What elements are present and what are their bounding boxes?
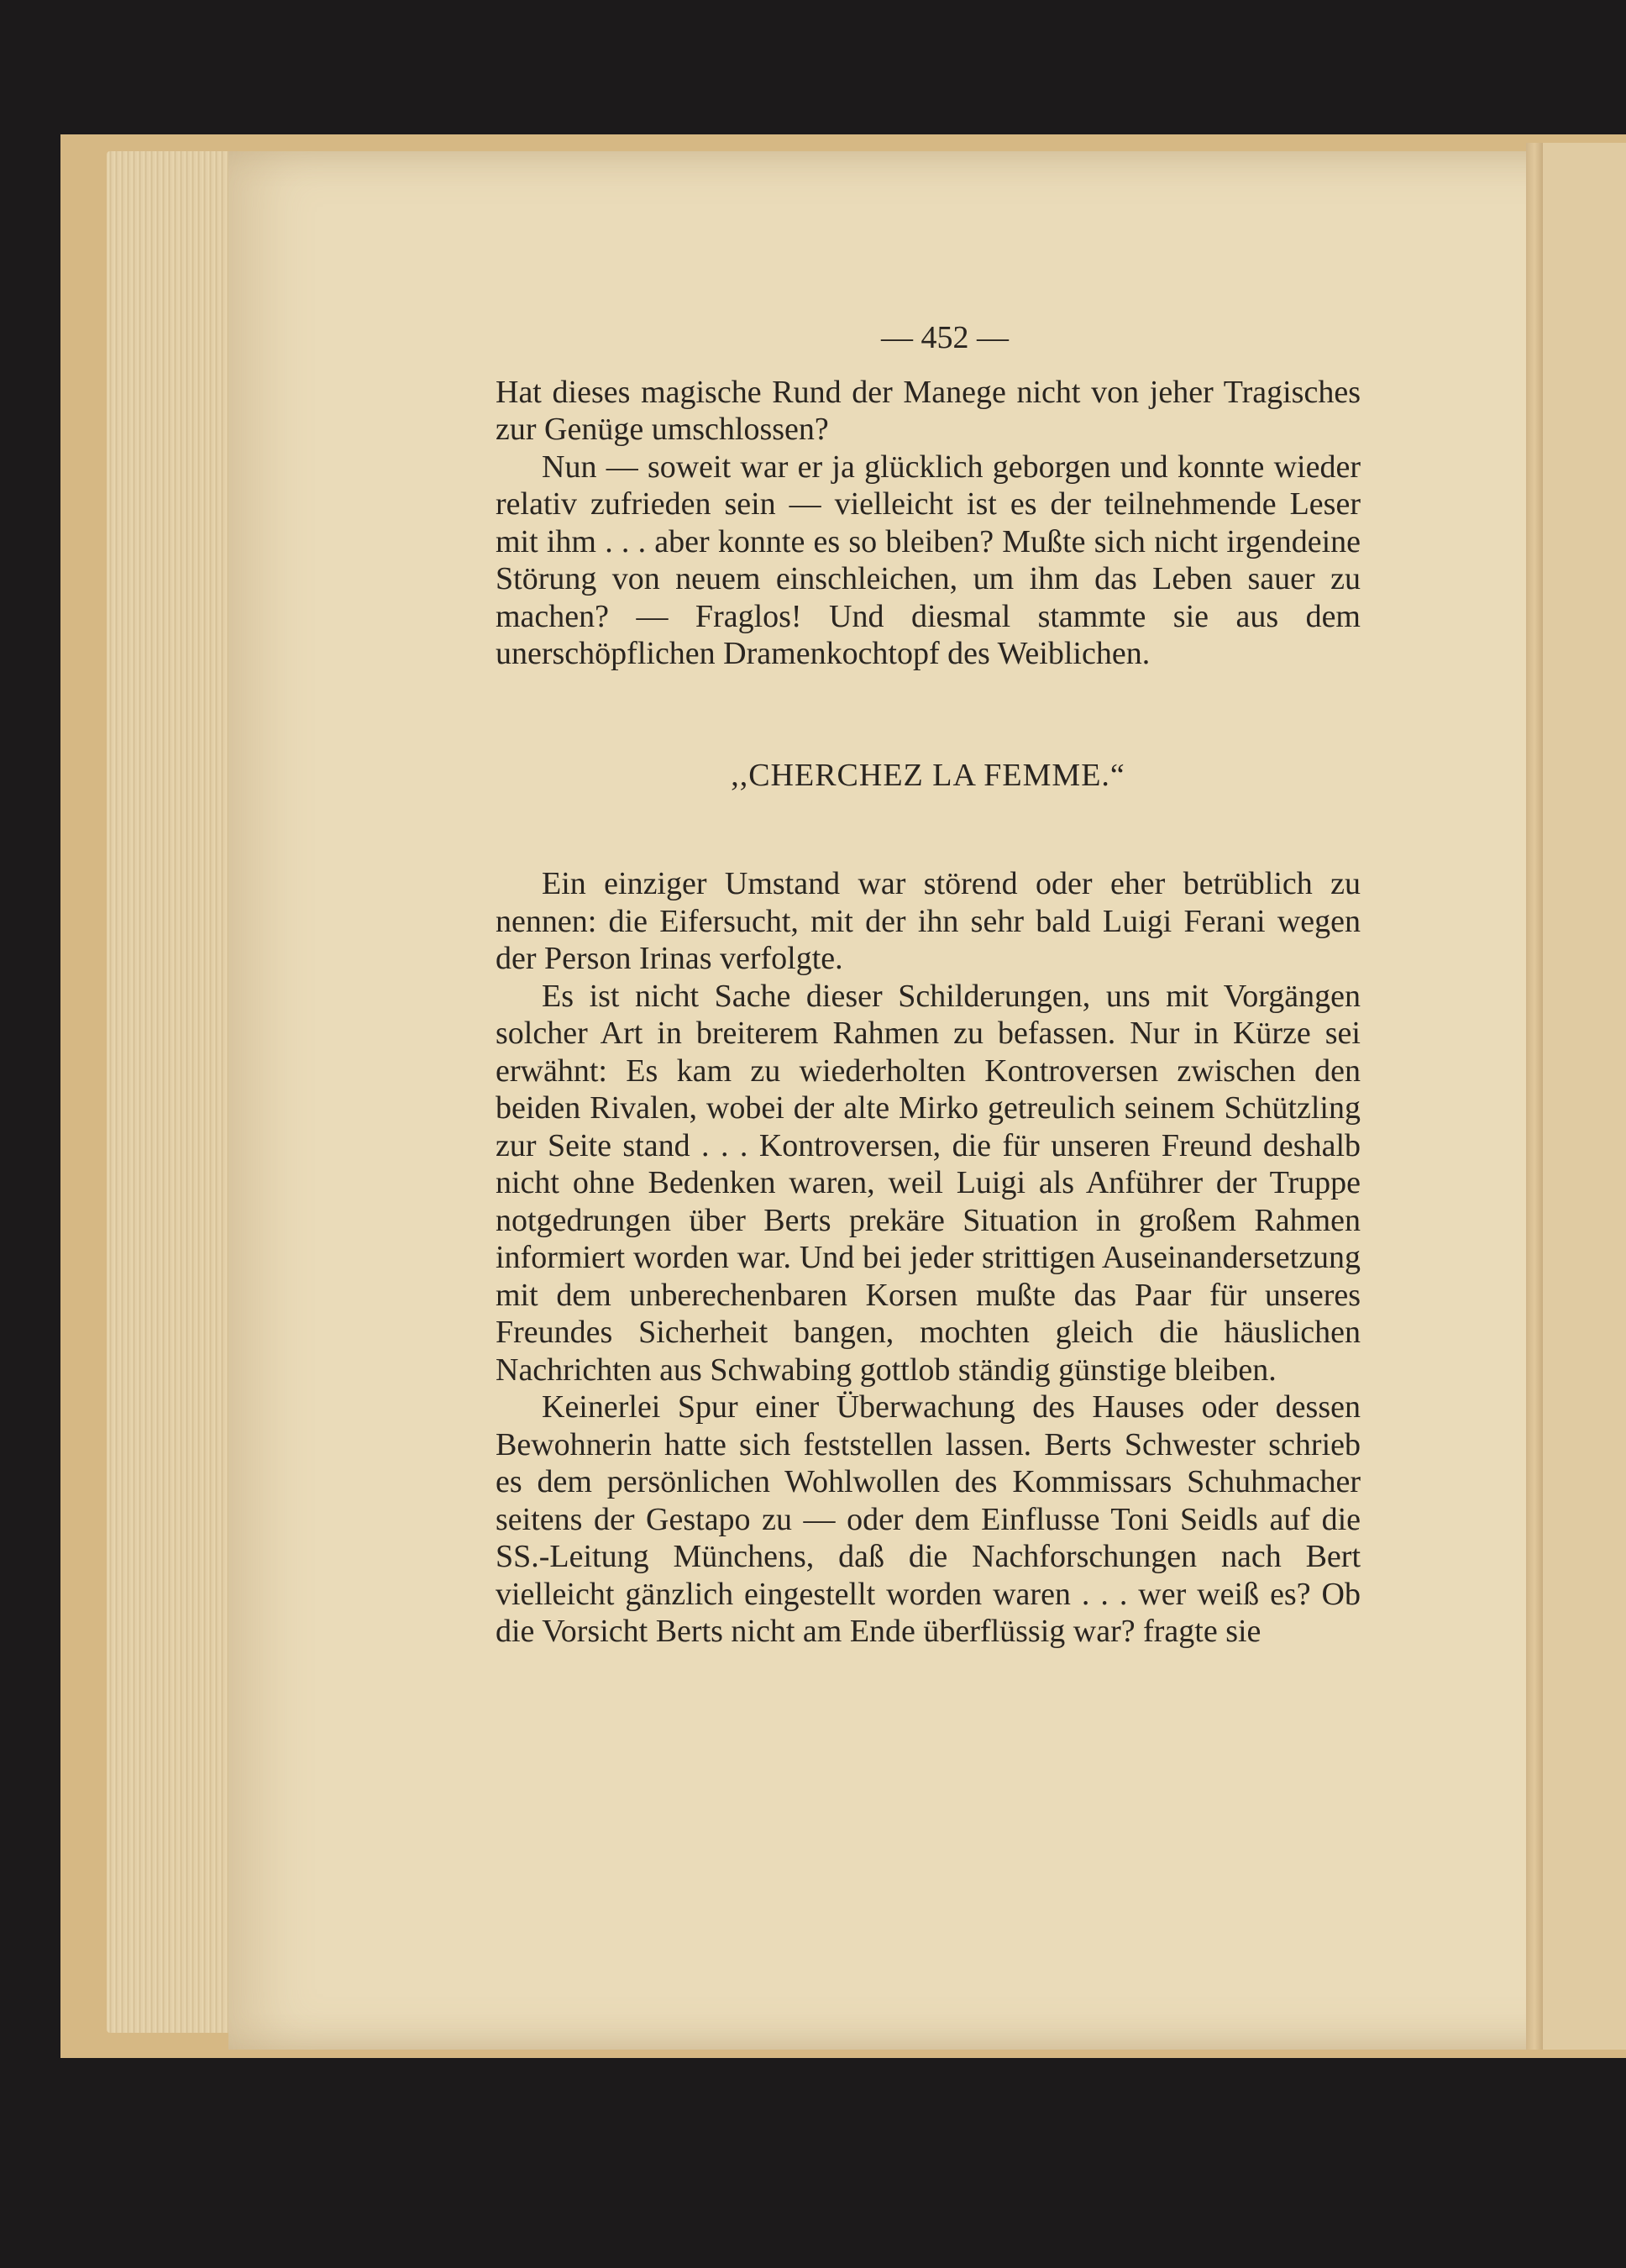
paragraph: Keinerlei Spur einer Überwachung des Hauses oder dessen Bewohnerin hatte sich feststellen lassen. Berts Schwester schrieb es dem persönlichen Wohlwollen des Kommissars Schuhmacher seitens der Gestapo zu — oder dem Einflusse Toni Seidls auf die SS.-Leitung Münchens, daß die Nachforschungen nach Bert vielleicht gänzlich eingestellt worden waren . . . wer weiß es? Ob die Vorsicht Berts nicht am Ende überflüssig war? fragte sie — [496, 1389, 1361, 1649]
paragraph: Hat dieses magische Rund der Manege nicht von jeher Tragisches zur Genüge umschlossen? — [496, 374, 1361, 447]
next-page-edge — [1543, 143, 1626, 2050]
page-text — [496, 319, 1361, 1651]
paragraph: Nun — soweit war er ja glücklich geborgen und konnte wieder relativ zufrieden sein — vielleicht ist es der teilnehmende Leser mit ihm . . . aber konnte es so bleiben? Mußte sich nicht irgendeine Störung von neuem einschleichen, um ihm das Leben sauer zu machen? — Fraglos! Und diesmal stammte sie aus dem unerschöpflichen Dramenkochtopf des Weiblichen. — [496, 449, 1361, 671]
section-heading: ,,CHERCHEZ LA FEMME.“ — [731, 757, 1125, 793]
paragraph: Ein einziger Umstand war störend oder eher betrüblich zu nennen: die Eifersucht, mit der ihn sehr bald Luigi Ferani wegen der Person Irinas verfolgte. — [496, 866, 1361, 976]
page-number: — 452 — — [881, 320, 1009, 355]
book-gutter — [1526, 143, 1543, 2050]
paragraph: Es ist nicht Sache dieser Schilderungen, uns mit Vorgängen solcher Art in breiterem Rahmen zu befassen. Nur in Kürze sei erwähnt: Es kam zu wiederholten Kontroversen zwischen den beiden Rivalen, wobei der alte Mirko getreulich seinem Schützling zur Seite stand . . . Kontroversen, die für unseren Freund deshalb nicht ohne Bedenken waren, weil Luigi als Anführer der Truppe notgedrungen über Berts prekäre Situation in großem Rahmen informiert worden war. Und bei jeder strittigen Auseinandersetzung mit dem unberechenbaren Korsen mußte das Paar für unseres Freundes Sicherheit bangen, mochten gleich die häuslichen Nachrichten aus Schwabing gottlob ständig günstige bleiben. — [496, 978, 1361, 1388]
